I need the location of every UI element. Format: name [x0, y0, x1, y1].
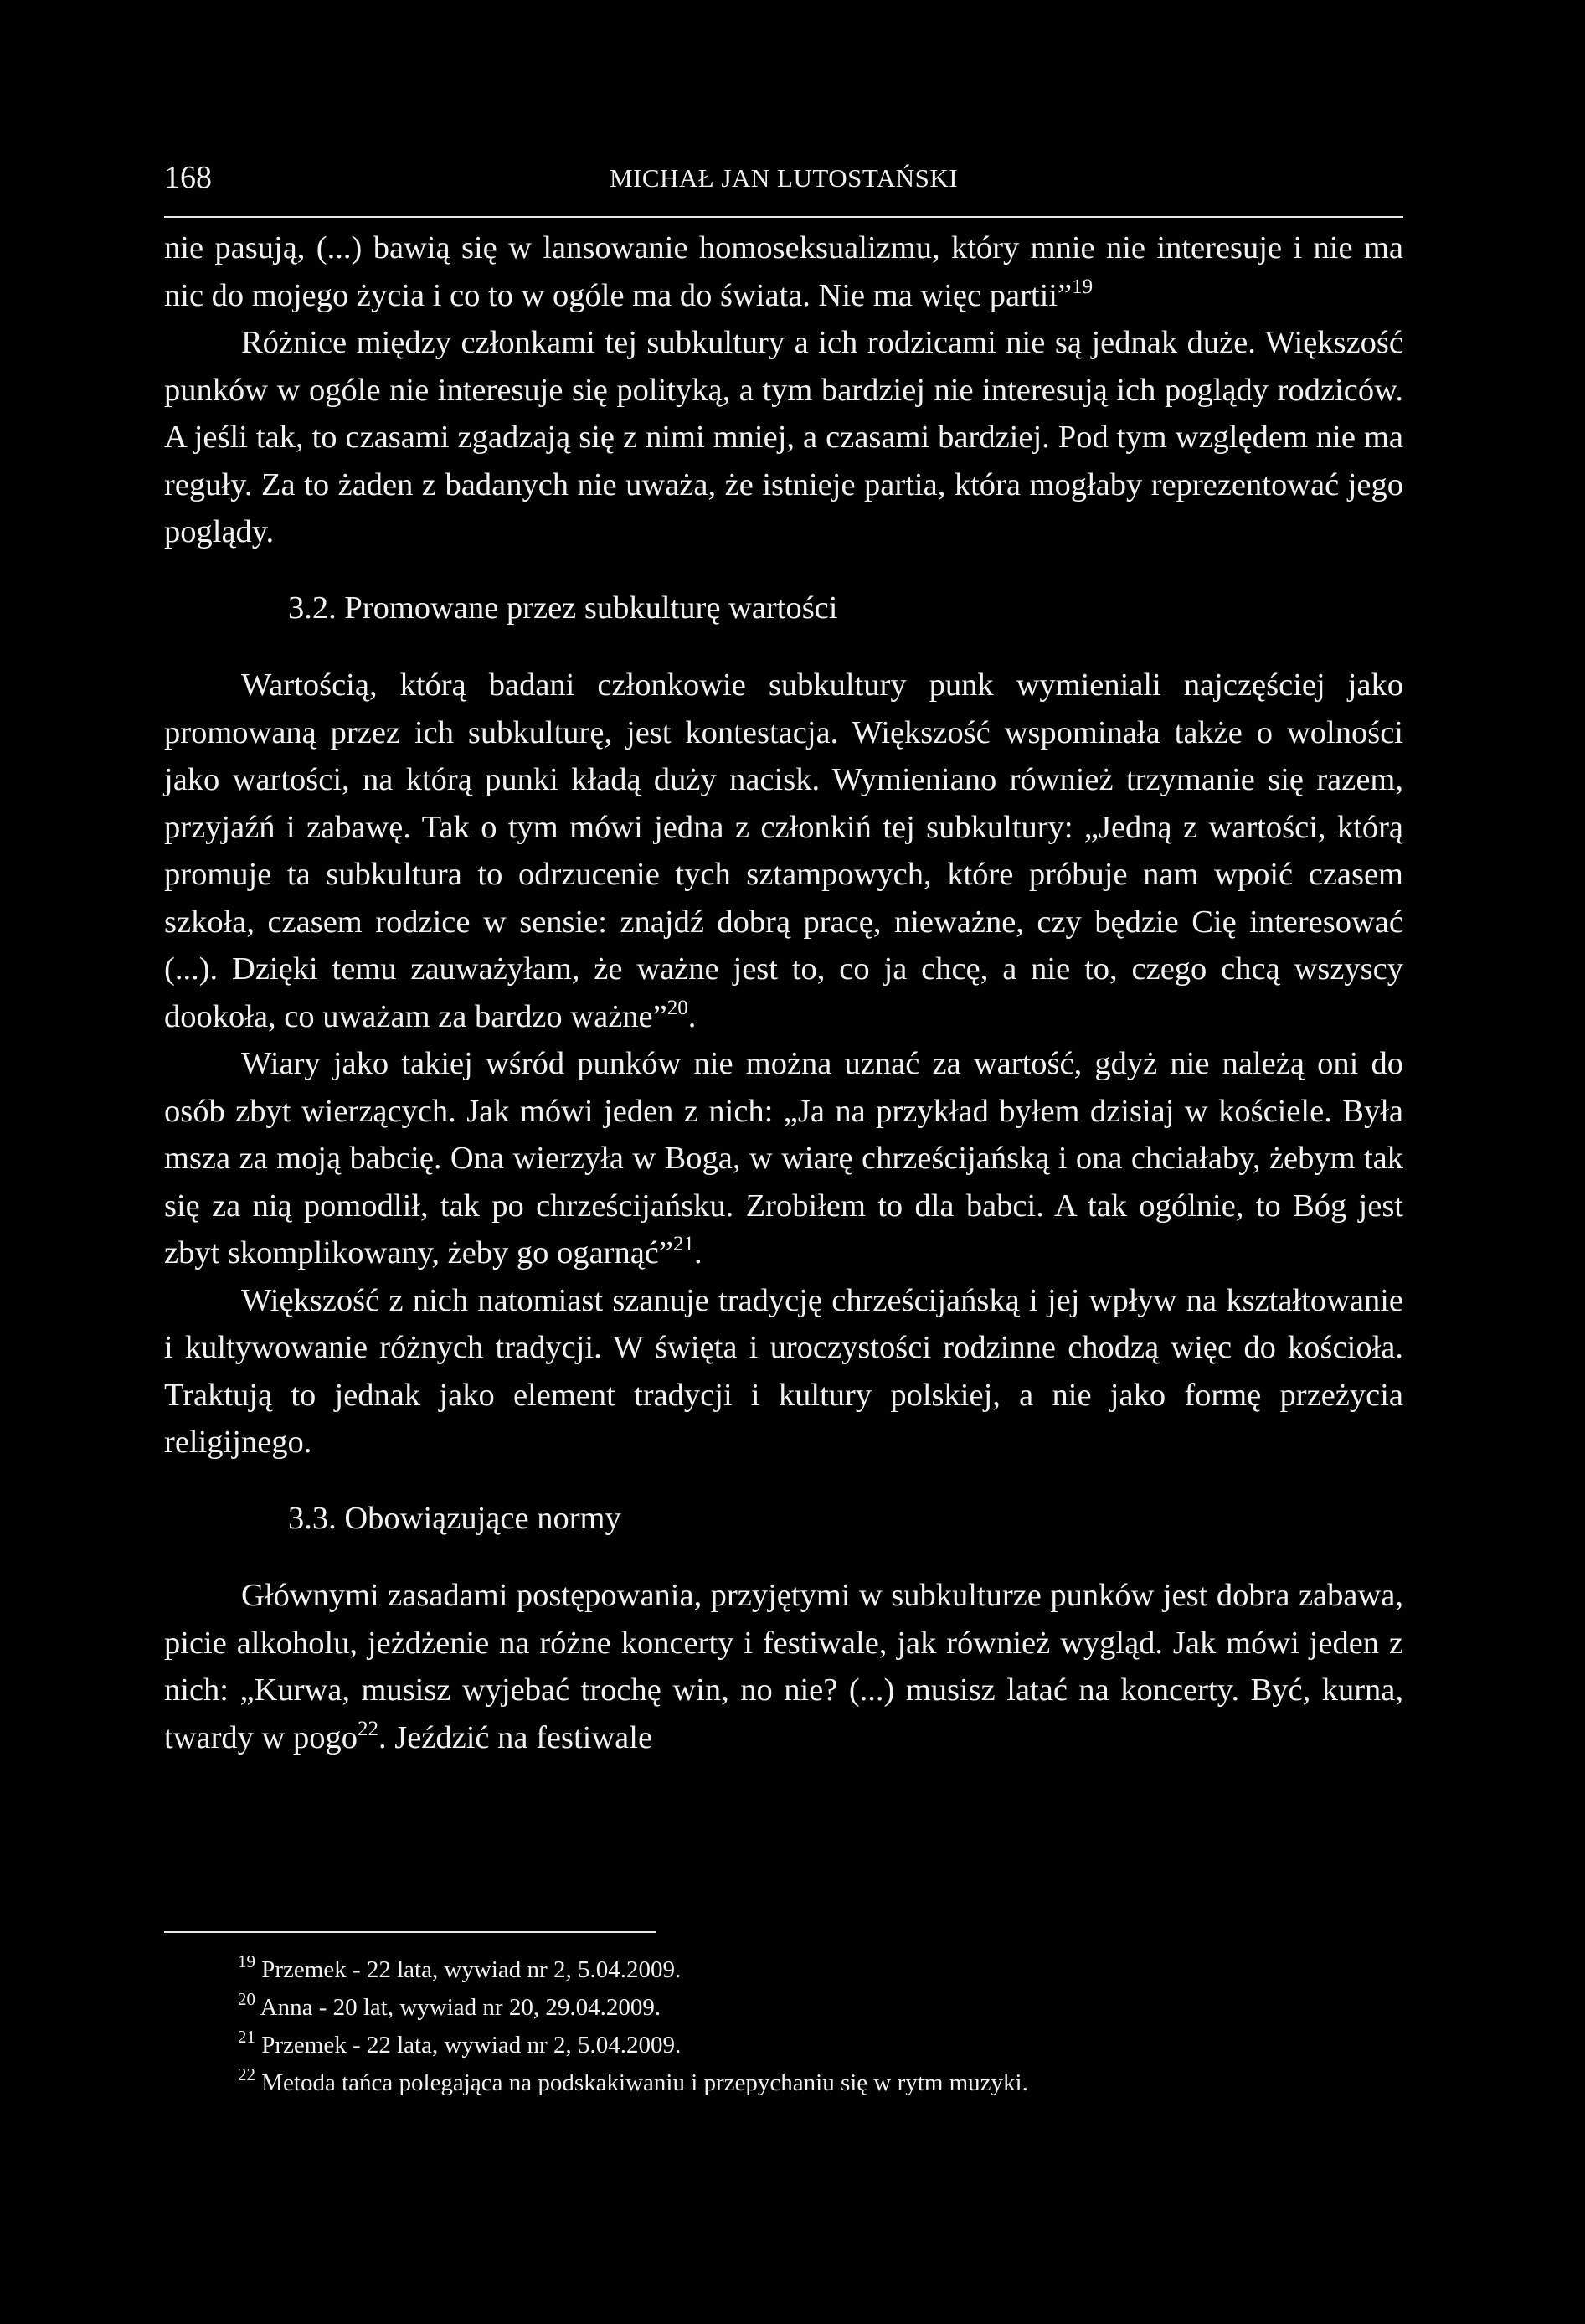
section-heading: 3.3. Obowiązujące normy [288, 1500, 621, 1536]
footnote: $^{19}$ Przemek - 22 lata, wywiad nr 2, 5.04.2009. [238, 1951, 682, 1983]
footnote-ref: 20 [666, 996, 688, 1019]
footnote: $^{22}$ Metoda tańca polegająca na podskakiwaniu i przepychaniu się w rytm muzyki. [238, 2064, 1028, 2096]
footnote-ref: 21 [672, 1233, 694, 1255]
running-head: MICHAŁ JAN LUTOSTAŃSKI [609, 163, 959, 193]
paragraph: Większość z nich natomiast szanuje tradycję chrześcijańską i jej wpływ na kształtowanie i kultywowanie różnych tradycji. W święta i uroczystości rodzinne chodzą więc do kościoła. Traktują to jednak jako element tradycji i kultury polskiej, a nie jako formę przeżycia religijnego. [164, 1282, 1403, 1460]
page-number: 168 [164, 160, 212, 195]
paragraph: Różnice między członkami tej subkultury a ich rodzicami nie są jednak duże. Większość punków w ogóle nie interesuje się polityką, a tym bardziej nie interesują ich poglądy rodziców. A jeśli tak, to czasami zgadzają się z nimi mniej, a czasami bardziej. Pod tym względem nie ma reguły. Za to żaden z badanych nie uważa, że istnieje partia, która mogłaby reprezentować jego poglądy. [164, 325, 1403, 549]
footnote: $^{21}$ Przemek - 22 lata, wywiad nr 2, 5.04.2009. [238, 2027, 682, 2059]
header-rule [164, 216, 1403, 218]
footnote-rule [164, 1931, 656, 1933]
section-heading: 3.2. Promowane przez subkulturę wartości [288, 590, 838, 626]
footnote: $^{20}$ Anna - 20 lat, wywiad nr 20, 29.04.2009. [238, 1989, 661, 2021]
paragraph: Wartością, którą badani członkowie subkultury punk wymieniali najczęściej jako promowaną przez ich subkulturę, jest kontestacja. Większość wspominała także o wolności jako wartości, na którą punki kładą duży nacisk. Wymieniano również trzymanie się razem, przyjaźń i zabawę. Tak o tym mówi jedna z członkiń tej subkultury: „Jedną z wartości, którą promuje ta subkultura to odrzucenie tych sztampowych, które próbuje nam wpoić czasem szkoła, czasem rodzice w sensie: znajdź dobrą pracę, nieważne, czy będzie Cię interesować (...). Dzięki temu zauważyłam, że ważne jest to, co ja chcę, a nie to, czego chcą wszyscy dookoła, co uważam za bardzo ważne”$^{20}$. [164, 667, 1403, 1034]
body-text [164, 224, 1403, 1761]
paragraph: nie pasują, (...) bawią się w lansowanie homoseksualizmu, który mnie nie interesuje i nie ma nic do mojego życia i co to w ogóle ma do świata. Nie ma więc partii”$^{19}$ [164, 230, 1403, 313]
paragraph: Głównymi zasadami postępowania, przyjętymi w subkulturze punków jest dobra zabawa, picie alkoholu, jeżdżenie na różne koncerty i festiwale, jak również wygląd. Jak mówi jeden z nich: „Kurwa, musisz wyjebać trochę win, no nie? (...) musisz latać na koncerty. Być, kurna, twardy w pogo$^{22}$. Jeździć na festiwale [164, 1578, 1403, 1755]
paragraph: Wiary jako takiej wśród punków nie można uznać za wartość, gdyż nie należą oni do osób zbyt wierzących. Jak mówi jeden z nich: „Ja na przykład byłem dzisiaj w kościele. Była msza za moją babcię. Ona wierzyła w Boga, w wiarę chrześcijańską i ona chciałaby, żebym tak się za nią pomodlił, tak po chrześcijańsku. Zrobiłem to dla babci. A tak ogólnie, to Bóg jest zbyt skomplikowany, żeby go ogarnąć”$^{21}$. [164, 1046, 1403, 1270]
footnote-ref: 19 [1072, 275, 1094, 298]
footnotes [238, 1951, 1393, 2102]
footnote-ref: 22 [357, 1717, 378, 1740]
page-header [164, 159, 1403, 209]
